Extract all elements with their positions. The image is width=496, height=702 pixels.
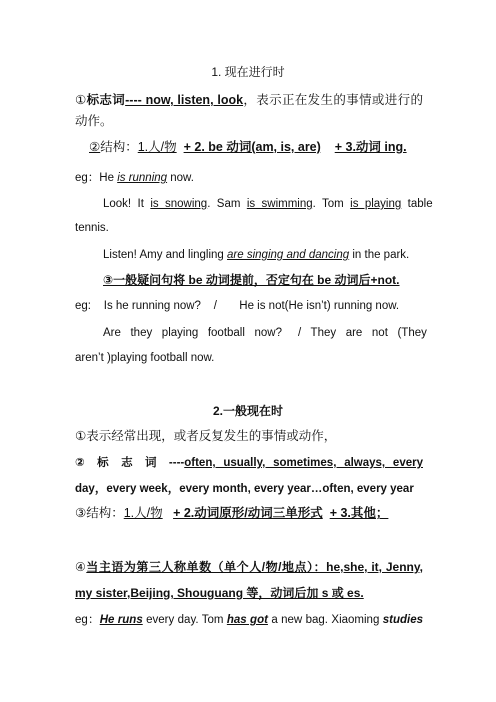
signal-words-meaning: ，表示正在发生的事情或进行的 xyxy=(243,93,423,107)
structure-part-2: + 2.动词原形/动词三单形式 xyxy=(173,506,323,520)
s2-signal-words-cont: day，every week，every month, every year…often, every year xyxy=(75,483,414,495)
s2-example xyxy=(75,612,423,628)
structure-part-2: + 2. be 动词(am, is, are) xyxy=(183,140,321,154)
s2-third-person-rule-cont xyxy=(75,585,364,601)
rule-text: my sister,Beijing, Shouguang 等，动词后加 s 或 es. xyxy=(75,586,364,600)
example-verb: He runs xyxy=(99,614,143,626)
structure-label: 结构： xyxy=(100,140,138,154)
rule-text: 当主语为第三人称单数（单个人/物/地点）：he,she, it, Jenny, xyxy=(86,560,423,574)
example-text: a new bag. Xiaoming xyxy=(267,614,383,626)
s2-structure-line xyxy=(75,505,388,521)
example-verb: is playing xyxy=(350,198,402,210)
s1-example-2-cont: tennis. xyxy=(75,222,109,234)
example-verb: are singing and dancing xyxy=(227,249,350,261)
signal-words-label: ② 标 志 词 ---- xyxy=(75,457,185,469)
structure-part-1: 1.人/物 xyxy=(137,140,177,154)
s2-signal-words-line xyxy=(75,455,423,471)
s1-example-4: eg: Is he running now? / He is not(He isn’t) running now. xyxy=(75,300,400,312)
s1-example-3 xyxy=(103,247,409,263)
example-text: . Tom xyxy=(312,198,351,210)
s1-signal-words-cont: 动作。 xyxy=(75,114,113,128)
structure-label: 结构： xyxy=(86,506,124,520)
example-prefix: eg： xyxy=(75,614,100,626)
s1-structure-line xyxy=(89,139,407,155)
s1-example-5-cont: aren’t )playing football now. xyxy=(75,352,215,364)
rule-text: ③一般疑问句将 be 动词提前，否定句在 be 动词后+not. xyxy=(103,273,400,287)
section-1-title: 1. 现在进行时 xyxy=(211,65,285,79)
signal-words: ---- now, listen, look xyxy=(125,93,244,107)
example-text: . Sam xyxy=(207,198,247,210)
structure-part-3: + 3.动词 ing. xyxy=(334,140,407,154)
example-text: every day. Tom xyxy=(142,614,227,626)
structure-part-3: + 3.其他； xyxy=(329,506,389,520)
example-text: table xyxy=(401,198,433,210)
structure-part-1: 1.人/物 xyxy=(123,506,163,520)
example-text: Look! It xyxy=(103,198,151,210)
s2-meaning-line: ①表示经常出现，或者反复发生的事情或动作， xyxy=(75,429,337,443)
example-verb: is snowing xyxy=(150,198,208,210)
circled-number: ④ xyxy=(75,560,87,574)
example-verb: is swimming xyxy=(246,198,313,210)
s1-example-1 xyxy=(75,170,194,186)
example-verb: has got xyxy=(226,614,268,626)
s1-question-negative-rule xyxy=(103,272,400,288)
example-suffix: now. xyxy=(167,172,194,184)
circled-number: ① xyxy=(75,93,87,107)
example-text: Listen! Amy and lingling xyxy=(103,249,228,261)
section-2-title: 2.一般现在时 xyxy=(212,404,283,418)
signal-words-label: 标志词 xyxy=(86,93,126,107)
s2-third-person-rule xyxy=(75,559,423,575)
example-prefix: eg：He xyxy=(75,172,118,184)
s1-example-2 xyxy=(103,196,433,212)
circled-number: ② xyxy=(89,140,101,154)
s1-example-5: Are they playing football now? / They are not (They xyxy=(103,327,427,339)
example-text: in the park. xyxy=(349,249,410,261)
signal-words: often, usually, sometimes, always, every xyxy=(184,457,423,469)
s1-signal-words-line xyxy=(75,92,423,108)
example-verb: is running xyxy=(117,172,168,184)
circled-number: ③ xyxy=(75,506,87,520)
example-verb: studies xyxy=(382,614,423,626)
